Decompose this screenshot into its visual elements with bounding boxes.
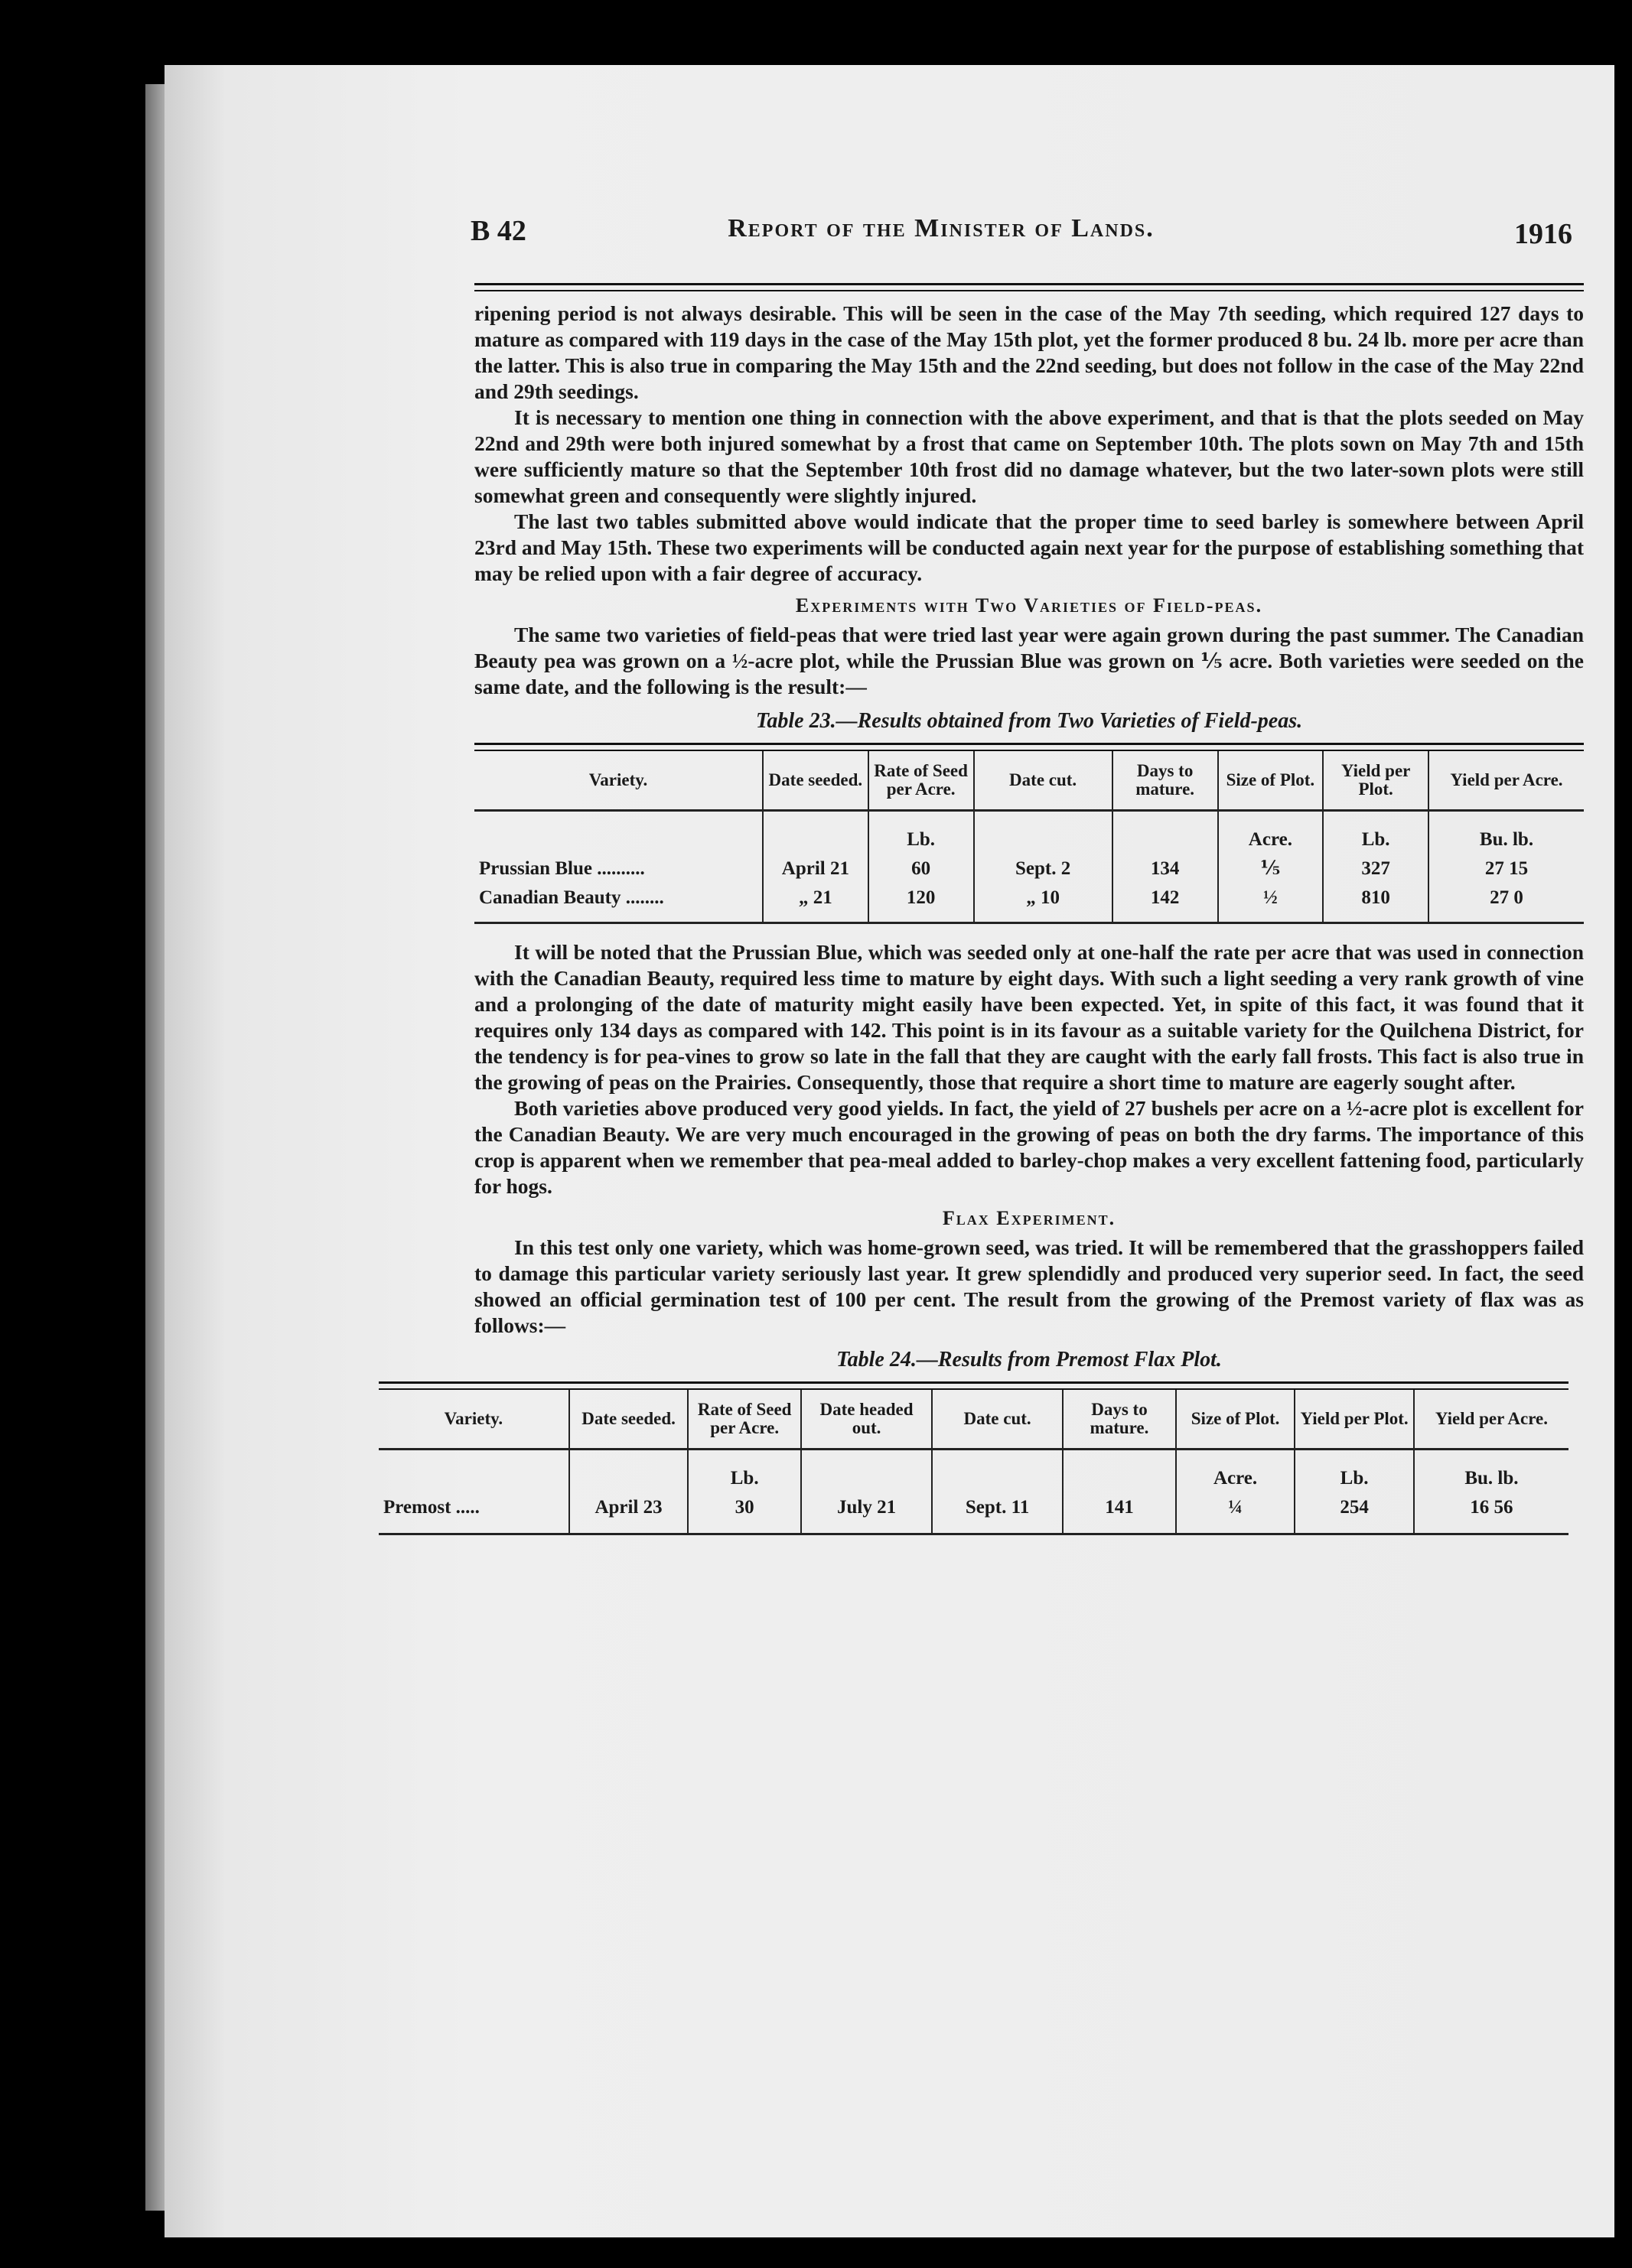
column-header: Yield per Acre. bbox=[1428, 751, 1584, 811]
section-intro-field-peas bbox=[474, 622, 1584, 700]
unit-cell: Lb. bbox=[1295, 1450, 1414, 1494]
unit-cell bbox=[801, 1450, 932, 1494]
date-seeded-cell: April 21 bbox=[763, 854, 868, 883]
table-23-top-rule bbox=[474, 743, 1584, 751]
column-header: Days to mature. bbox=[1063, 1390, 1176, 1450]
yield-plot-cell: 254 bbox=[1295, 1493, 1414, 1534]
yield-acre-cell: 27 0 bbox=[1428, 883, 1584, 923]
page-content bbox=[298, 207, 1584, 1535]
paragraph: ripening period is not always desirable. This will be seen in the case of the May 7th seeding, which required 127 days to mature as compared with 119 days in the case of the May 15th plot, yet the former produced 8 bu. 24 lb. more per acre than the latter. This is also true in comparing the May 15th and the 22nd seeding, but does not follow in the case of the May 22nd and 29th seedings. bbox=[474, 301, 1584, 403]
paragraph: It will be noted that the Prussian Blue, which was seeded only at one-half the rate per acre that was used in connection with the Canadian Beauty, required less time to mature by eight days. With such a light seeding a very rank growth of vine and a prolonging of the date of maturity might easily have been expected. Yet, in spite of this fact, it was found that it requires only 134 days as compared with 142. This point is in its favour as a suitable variety for the Quilchena District, for the tendency is for pea-vines to grow so late in the fall that they are caught with the early fall frosts. This fact is also true in the growing of peas on the Prairies. Consequently, those that require a short time to mature are eagerly sought after. bbox=[474, 940, 1584, 1094]
column-header: Yield per Acre. bbox=[1414, 1390, 1568, 1450]
date-cut-cell: Sept. 2 bbox=[974, 854, 1112, 883]
column-header: Variety. bbox=[588, 770, 648, 789]
date-seeded-cell: „ 21 bbox=[763, 883, 868, 923]
table-row bbox=[474, 883, 1584, 923]
section-heading-flax: Flax Experiment. bbox=[942, 1207, 1116, 1229]
unit-cell bbox=[474, 811, 763, 855]
rate-cell: 120 bbox=[868, 883, 974, 923]
paragraphs-mid bbox=[474, 939, 1584, 1199]
table-23-caption: Table 23.—Results obtained from Two Varieties of Field-peas. bbox=[755, 709, 1303, 733]
unit-cell bbox=[569, 1450, 689, 1494]
unit-cell bbox=[379, 1450, 569, 1494]
date-cut-cell: „ 10 bbox=[974, 883, 1112, 923]
days-cell: 141 bbox=[1063, 1493, 1176, 1534]
paragraph: Both varieties above produced very good yields. In fact, the yield of 27 bushels per acre on a ½-acre plot is excellent for the Canadian Beauty. We are very much encouraged in the growing of peas on both the dry farms. The importance of this crop is apparent when we remember that pea-meal added to barley-chop makes a very excellent fattening food, particularly for hogs. bbox=[474, 1096, 1584, 1198]
table-row bbox=[379, 1493, 1568, 1534]
unit-cell: Lb. bbox=[1323, 811, 1428, 855]
unit-cell: Acre. bbox=[1176, 1450, 1295, 1494]
column-header: Date seeded. bbox=[569, 1390, 689, 1450]
folio: B 42 bbox=[471, 215, 526, 247]
paragraph: It is necessary to mention one thing in connection with the above experiment, and that is that the plots seeded on May 22nd and 29th were both injured somewhat by a frost that came on September 10th. The plots sown on May 7th and 15th were sufficiently mature so that the September 10th frost did no damage whatever, but the two later-sown plots were still somewhat green and consequently were slightly injured. bbox=[474, 405, 1584, 507]
unit-cell: Lb. bbox=[688, 1450, 801, 1494]
size-cell: ⅕ bbox=[1218, 854, 1324, 883]
column-header: Date cut. bbox=[974, 751, 1112, 811]
table-24-unit-row bbox=[379, 1450, 1568, 1494]
unit-cell: Acre. bbox=[1218, 811, 1324, 855]
size-cell: ½ bbox=[1218, 883, 1324, 923]
date-cut-cell: Sept. 11 bbox=[932, 1493, 1063, 1534]
paragraph: The last two tables submitted above would indicate that the proper time to seed barley is somewhere between April 23rd and May 15th. These two experiments will be conducted again next year for the purpose of establishing something that may be relied upon with a fair degree of accuracy. bbox=[474, 509, 1584, 585]
table-24-header-row bbox=[379, 1390, 1568, 1450]
table-23-header-row bbox=[474, 751, 1584, 811]
rate-cell: 60 bbox=[868, 854, 974, 883]
yield-acre-cell: 16 56 bbox=[1414, 1493, 1568, 1534]
yield-plot-cell: 810 bbox=[1323, 883, 1428, 923]
column-header: Yield per Plot. bbox=[1323, 751, 1428, 811]
page-header bbox=[298, 207, 1584, 260]
days-cell: 142 bbox=[1112, 883, 1218, 923]
date-seeded-cell: April 23 bbox=[569, 1493, 689, 1534]
yield-plot-cell: 327 bbox=[1323, 854, 1428, 883]
paragraph: In this test only one variety, which was home-grown seed, was tried. It will be remembered that the grasshoppers failed to damage this particular variety seriously last year. It grew splendidly and produced very superior seed. In fact, the seed showed an official germination test of 100 per cent. The result from the growing of the Premost variety of flax was as follows:— bbox=[474, 1235, 1584, 1337]
table-24-top-rule bbox=[379, 1381, 1568, 1390]
table-23-unit-row bbox=[474, 811, 1584, 855]
unit-cell: Lb. bbox=[868, 811, 974, 855]
unit-cell bbox=[1112, 811, 1218, 855]
paragraph: The same two varieties of field-peas that were tried last year were again grown during the past summer. The Canadian Beauty pea was grown on a ½-acre plot, while the Prussian Blue was grown on ⅕ acre. Both varieties were seeded on the same date, and the following is the result:— bbox=[474, 623, 1584, 698]
section-intro-flax bbox=[474, 1235, 1584, 1339]
table-24-caption: Table 24.—Results from Premost Flax Plot. bbox=[836, 1348, 1222, 1372]
unit-cell bbox=[932, 1450, 1063, 1494]
yield-acre-cell: 27 15 bbox=[1428, 854, 1584, 883]
variety-cell: Prussian Blue .......... bbox=[479, 858, 645, 879]
paragraphs-top bbox=[474, 301, 1584, 587]
variety-cell: Canadian Beauty ........ bbox=[479, 887, 664, 908]
column-header: Yield per Plot. bbox=[1295, 1390, 1414, 1450]
unit-cell bbox=[974, 811, 1112, 855]
column-header: Rate of Seed per Acre. bbox=[868, 751, 974, 811]
rate-cell: 30 bbox=[688, 1493, 801, 1534]
table-24 bbox=[379, 1390, 1568, 1535]
column-header: Days to mature. bbox=[1112, 751, 1218, 811]
date-headed-cell: July 21 bbox=[801, 1493, 932, 1534]
running-title: Report of the Minister of Lands. bbox=[728, 214, 1155, 242]
table-24-wrapper bbox=[379, 1381, 1568, 1535]
column-header: Rate of Seed per Acre. bbox=[688, 1390, 801, 1450]
header-rule bbox=[474, 283, 1584, 291]
column-header: Date seeded. bbox=[763, 751, 868, 811]
variety-cell: Premost ..... bbox=[383, 1497, 480, 1518]
year: 1916 bbox=[1514, 218, 1572, 250]
days-cell: 134 bbox=[1112, 854, 1218, 883]
unit-cell: Bu. lb. bbox=[1428, 811, 1584, 855]
column-header: Size of Plot. bbox=[1176, 1390, 1295, 1450]
size-cell: ¼ bbox=[1176, 1493, 1295, 1534]
table-row bbox=[474, 854, 1584, 883]
main-column bbox=[474, 283, 1584, 1372]
column-header: Date headed out. bbox=[801, 1390, 932, 1450]
column-header: Date cut. bbox=[932, 1390, 1063, 1450]
unit-cell bbox=[763, 811, 868, 855]
unit-cell: Bu. lb. bbox=[1414, 1450, 1568, 1494]
column-header: Size of Plot. bbox=[1218, 751, 1324, 811]
unit-cell bbox=[1063, 1450, 1176, 1494]
column-header: Variety. bbox=[444, 1409, 503, 1428]
section-heading-field-peas: Experiments with Two Varieties of Field-peas. bbox=[795, 594, 1263, 617]
table-23 bbox=[474, 751, 1584, 924]
